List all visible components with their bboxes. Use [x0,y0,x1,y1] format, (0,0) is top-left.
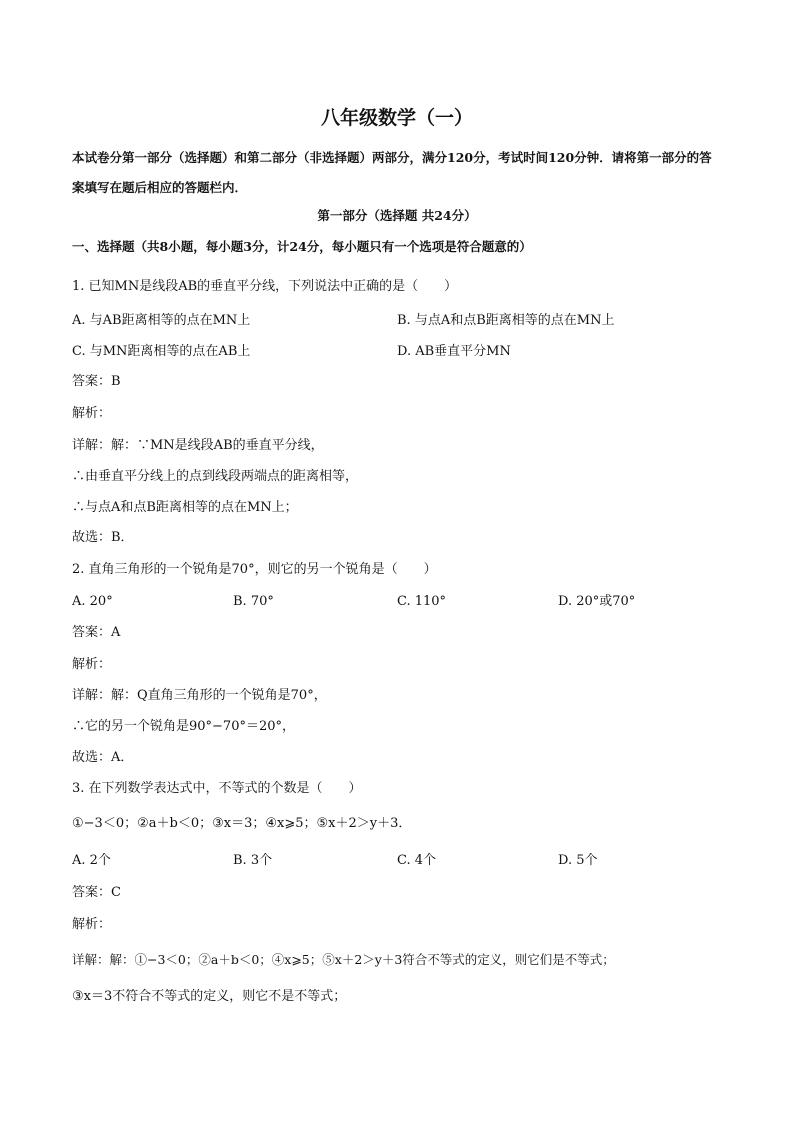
section-one-title: 一、选择题（共8小题，每小题3分，计24分，每小题只有一个选项是符合题意的） [72,239,532,254]
question-3-option-a: A. 2个 [72,853,111,868]
question-3-expressions: ①−3＜0；②a＋b＜0；③x＝3；④x⩾5；⑤x＋2＞y＋3． [72,816,412,831]
question-3-detail-line: ③x＝3不符合不等式的定义，则它不是不等式； [72,989,347,1004]
question-2-choice: 故选：A． [72,750,134,765]
question-1-option-d: D. AB垂直平分MN [397,344,511,359]
question-1-option-a: A. 与AB距离相等的点在MN上 [72,313,251,328]
question-3-option-c: C. 4个 [397,853,437,868]
question-2-option-b: B. 70° [233,594,274,609]
question-1-stem: 1. 已知MN是线段AB的垂直平分线，下列说法中正确的是（ ） [72,279,458,294]
question-3-stem: 3. 在下列数学表达式中，不等式的个数是（ ） [72,781,362,796]
question-1-option-b: B. 与点A和点B距离相等的点在MN上 [397,313,615,328]
question-3-option-d: D. 5个 [558,853,598,868]
question-2-option-c: C. 110° [397,594,447,609]
question-2-detail-line: ∴它的另一个锐角是90°−70°＝20°， [72,719,296,734]
question-1-detail-line: ∴与点A和点B距离相等的点在MN上； [72,500,298,515]
part-one-title: 第一部分（选择题 共24分） [317,208,477,223]
exam-instructions: 本试卷分第一部分（选择题）和第二部分（非选择题）两部分，满分120分，考试时间120分钟．请将第一部分的答案填写在题后相应的答题栏内． [72,150,712,195]
question-2-analysis-label: 解析： [72,657,112,672]
question-1-option-c: C. 与MN距离相等的点在AB上 [72,344,251,359]
question-2-stem: 2. 直角三角形的一个锐角是70°，则它的另一个锐角是（ ） [72,562,437,577]
question-3-answer: 答案：C [72,885,121,900]
question-2-detail-line: 详解：解：Q直角三角形的一个锐角是70°， [72,688,327,703]
question-2-option-d: D. 20°或70° [558,594,636,609]
page-title: 八年级数学（一） [320,107,473,129]
question-1-detail-line: ∴由垂直平分线上的点到线段两端点的距离相等， [72,469,359,484]
question-1-choice: 故选：B． [72,530,134,545]
question-2-option-a: A. 20° [72,594,113,609]
question-3-detail-line: 详解：解：①−3＜0；②a＋b＜0；④x⩾5；⑤x＋2＞y＋3符合不等式的定义，则它们是不等式； [72,952,615,967]
question-1-analysis-label: 解析： [72,406,112,421]
question-1-detail-line: 详解：解：∵MN是线段AB的垂直平分线， [72,438,324,453]
question-1-answer: 答案：B [72,374,121,389]
question-3-option-b: B. 3个 [233,853,273,868]
question-2-answer: 答案：A [72,625,121,640]
question-3-analysis-label: 解析： [72,917,112,932]
